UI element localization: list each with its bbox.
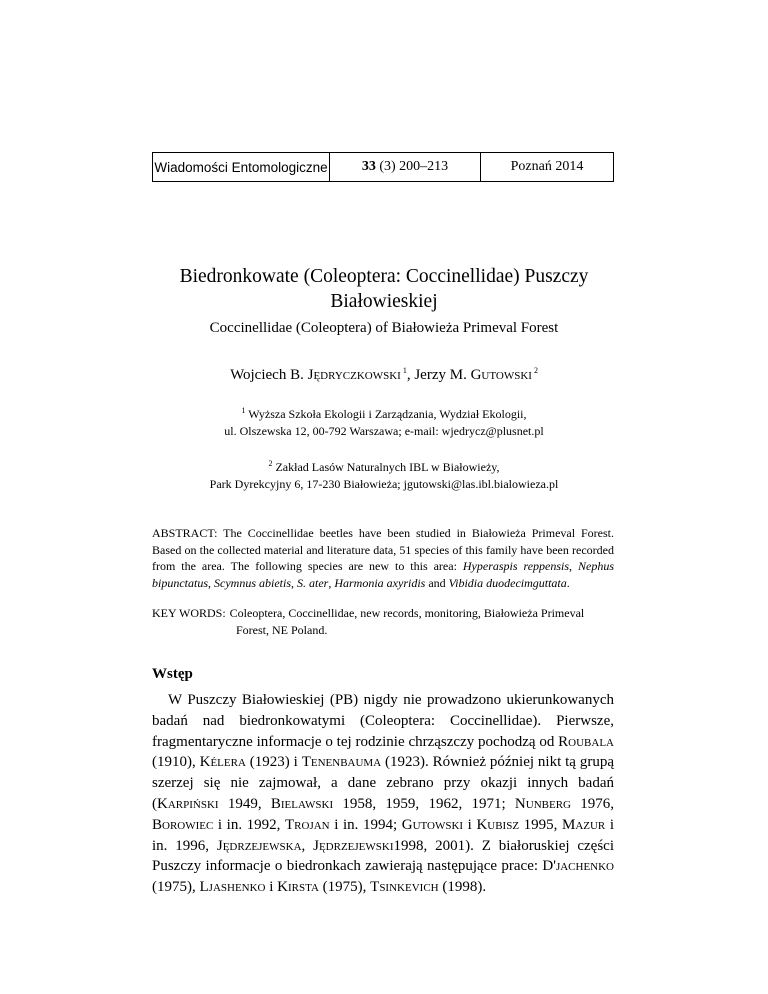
section-heading: Wstęp bbox=[152, 666, 193, 682]
title-line-1: Biedronkowate (Coleoptera: Coccinellidae) Puszczy bbox=[179, 266, 589, 287]
text: i in. 1992, bbox=[213, 816, 286, 833]
author-2-surname: utowski bbox=[481, 367, 532, 383]
author-1-initial: J bbox=[307, 367, 314, 383]
affiliation-1-line-2: ul. Olszewska 12, 00-792 Warszawa; e-mail: wjedrycz@plusnet.pl bbox=[224, 424, 544, 438]
journal-name-cell: Wiadomości Entomologiczne bbox=[153, 153, 330, 182]
citation-djachenko: D'jachenko bbox=[542, 858, 614, 875]
text: i in. 1996, bbox=[152, 816, 615, 854]
affiliation-1-line-1: Wyższa Szkoła Ekologii i Zarządzania, Wydział Ekologii, bbox=[248, 407, 527, 421]
abstract-label: ABSTRACT: bbox=[152, 526, 218, 540]
citation-karpinski: Karpiński bbox=[157, 795, 219, 812]
keywords bbox=[152, 605, 614, 638]
citation-jedrzejewska: Jędrzejewska bbox=[216, 837, 302, 854]
text: (1975), bbox=[152, 879, 200, 896]
citation-borowiec: Borowiec bbox=[152, 816, 214, 833]
volume-number: 33 bbox=[361, 159, 376, 174]
species-4: S. ater bbox=[297, 575, 329, 590]
citation-nunberg: Nunberg bbox=[514, 795, 571, 812]
section-body bbox=[152, 690, 614, 898]
title-line-2: Białowieskiej bbox=[330, 291, 438, 312]
species-1: Hyperaspis reppensis bbox=[462, 559, 570, 574]
article-title bbox=[100, 264, 668, 314]
species-6: Vibidia duodecimguttata bbox=[448, 575, 567, 590]
author-1-sup: 1 bbox=[402, 366, 407, 375]
comma: , bbox=[208, 575, 214, 590]
affiliation-2-sup: 2 bbox=[268, 459, 273, 468]
volume-cell bbox=[330, 153, 481, 182]
affiliation-2 bbox=[100, 459, 668, 493]
comma: , bbox=[291, 575, 297, 590]
author-2-first: Jerzy M. bbox=[414, 367, 471, 383]
species-2: Nephus bipunctatus bbox=[152, 559, 615, 590]
text: (1923). Również później nikt tą grupą szerzej się nie zajmował, a dane zebrano przy okazji innych badań ( bbox=[152, 754, 614, 812]
keywords-label: KEY WORDS: bbox=[152, 606, 226, 620]
author-2-sup: 2 bbox=[533, 366, 538, 375]
abstract bbox=[152, 525, 614, 591]
affiliation-1 bbox=[100, 406, 668, 440]
text: W Puszczy Białowieskiej (PB) nigdy nie prowadzono ukierunkowanych badań nad biedronkowatymi (Coleoptera: Coccinellidae). Pierwsze, fragmentaryczne informacje o tej rodzinie chrząszczy pochodzą od bbox=[152, 692, 614, 750]
text: 1995, bbox=[519, 816, 562, 833]
affiliation-2-line-2: Park Dyrekcyjny 6, 17-230 Białowieża; jgutowski@las.ibl.bialowieza.pl bbox=[209, 477, 559, 491]
text: 1949, bbox=[218, 795, 271, 812]
citation-bielawski: Bielawski bbox=[270, 795, 334, 812]
author-1-surname: ędryczkowski bbox=[313, 367, 401, 383]
place-year-cell: Poznań 2014 bbox=[481, 153, 614, 182]
author-separator: , bbox=[406, 367, 415, 383]
text: (1910), bbox=[152, 754, 200, 771]
citation-trojan: Trojan bbox=[285, 816, 330, 833]
author-1-first: Wojciech B. bbox=[230, 367, 308, 383]
text: i bbox=[463, 816, 477, 833]
paragraph-1 bbox=[152, 690, 614, 898]
period: . bbox=[566, 575, 570, 590]
citation-kelera: Kélera bbox=[199, 754, 246, 771]
english-title: Coccinellidae (Coleoptera) of Białowieża Primeval Forest bbox=[209, 320, 559, 336]
issue-pages: (3) 200–213 bbox=[379, 159, 449, 174]
citation-jedrzejewski: Jędrzejewski bbox=[313, 837, 394, 854]
text: (1923) i bbox=[245, 754, 302, 771]
text: (1975), bbox=[318, 879, 371, 896]
text: i bbox=[265, 879, 278, 896]
comma: , bbox=[328, 575, 335, 590]
species-5: Harmonia axyridis bbox=[334, 575, 426, 590]
citation-tenenbauma: Tenenbauma bbox=[301, 754, 382, 771]
and-word: and bbox=[425, 575, 449, 590]
comma: , bbox=[569, 559, 579, 574]
affiliation-1-sup: 1 bbox=[241, 406, 246, 415]
text: (1998). bbox=[438, 879, 487, 896]
authors-line bbox=[100, 367, 668, 384]
citation-tsinkevich: Tsinkevich bbox=[370, 879, 439, 896]
text: , bbox=[301, 837, 314, 854]
keywords-line-2: Forest, NE Poland. bbox=[236, 622, 328, 637]
text: 1976, bbox=[570, 795, 615, 812]
citation-roubala: Roubala bbox=[558, 733, 614, 750]
citation-kubisz: Kubisz bbox=[476, 816, 520, 833]
journal-header-table bbox=[152, 152, 614, 182]
citation-mazur: Mazur bbox=[561, 816, 606, 833]
affiliation-2-line-1: Zakład Lasów Naturalnych IBL w Białowieży, bbox=[275, 460, 500, 474]
keywords-line-1: Coleoptera, Coccinellidae, new records, monitoring, Białowieża Primeval bbox=[229, 606, 585, 620]
abstract-text: The Coccinellidae beetles have been studied in Białowieża Primeval Forest. Based on the collected material and literature data, 51 species of this family have been recorded from the area. The following species are new to this area: bbox=[152, 526, 614, 574]
citation-gutowski: Gutowski bbox=[401, 816, 464, 833]
text: 1958, 1959, 1962, 1971; bbox=[333, 795, 515, 812]
text: 1998, 2001). Z białoruskiej części Puszczy informacje o biedronkach zawierają następujące prace: bbox=[152, 837, 614, 875]
text: i in. 1994; bbox=[329, 816, 402, 833]
species-3: Scymnus abietis bbox=[214, 575, 291, 590]
author-2-initial: G bbox=[470, 367, 482, 383]
citation-ljashenko: Ljashenko bbox=[199, 879, 266, 896]
citation-kirsta: Kirsta bbox=[277, 879, 319, 896]
